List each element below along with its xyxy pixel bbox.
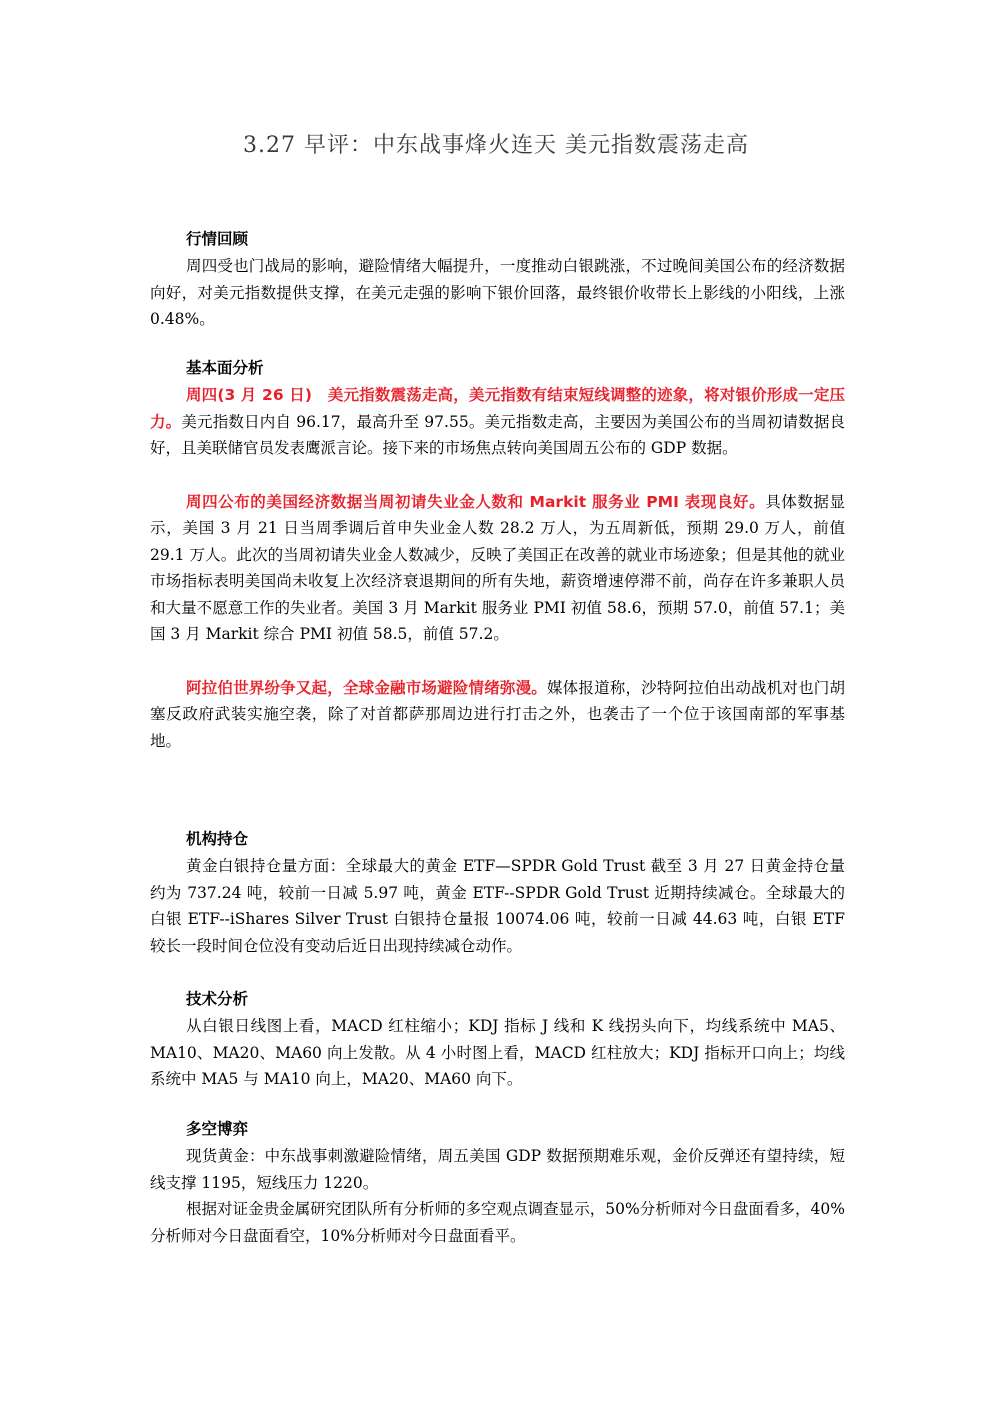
paragraph: 黄金白银持仓量方面：全球最大的黄金 ETF—SPDR Gold Trust 截至 3 月 27 日黄金持仓量约为 737.24 吨，较前一日减 5.97 吨，黄金 ETF--SPDR Gold Trust 近期持续减仓。全球最大的白银 ETF--iShares Silver Trust 白银持仓量报 10074.06 吨，较前一日减 44.63 吨，白银 ETF 较长一段时间仓位没有变动后近日出现持续减仓动作。 bbox=[150, 857, 845, 955]
section-long-short bbox=[150, 1115, 845, 1249]
paragraph-text: 具体数据显示，美国 3 月 21 日当周季调后首申失业金人数 28.2 万人，为五周新低，预期 29.0 万人，前值 29.1 万人。此次的当周初请失业金人数减少，反映了美国正在改善的就业市场迹象；但是其他的就业市场指标表明美国尚未收复上次经济衰退期间的所有失地，薪资增速停滞不前，尚存在许多兼职人员和大量不愿意工作的失业者。美国 3 月 Markit 服务业 PMI 初值 58.6，预期 57.0，前值 57.1；美国 3 月 Markit 综合 PMI 初值 58.5，前值 57.2。 bbox=[150, 492, 845, 643]
section-heading: 技术分析 bbox=[186, 990, 249, 1008]
paragraph-text: 美元指数日内自 96.17，最高升至 97.55。美元指数走高，主要因为美国公布的当周初请数据良好，且美联储官员发表鹰派言论。接下来的市场焦点转向美国周五公布的 GDP 数据。 bbox=[150, 412, 845, 457]
paragraph-text: 媒体报道称，沙特阿拉伯出动战机对也门胡塞反政府武装实施空袭，除了对首都萨那周边进行打击之外，也袭击了一个位于该国南部的军事基地。 bbox=[150, 678, 845, 750]
paragraph: 从白银日线图上看，MACD 红柱缩小；KDJ 指标 J 线和 K 线拐头向下，均线系统中 MA5、MA10、MA20、MA60 向上发散。从 4 小时图上看，MACD 红柱放大；KDJ 指标开口向上；均线系统中 MA5 与 MA10 向上，MA20、MA60 向下。 bbox=[150, 1017, 845, 1088]
paragraph: 现货黄金：中东战事刺激避险情绪，周五美国 GDP 数据预期难乐观，金价反弹还有望持续，短线支撑 1195，短线压力 1220。 bbox=[150, 1147, 845, 1192]
highlight-text: 周四公布的美国经济数据当周初请失业金人数和 Markit 服务业 PMI 表现良好。 bbox=[186, 492, 766, 511]
section-heading: 多空博弈 bbox=[186, 1120, 249, 1138]
paragraph: 周四受也门战局的影响，避险情绪大幅提升，一度推动白银跳涨，不过晚间美国公布的经济数据向好，对美元指数提供支撑，在美元走强的影响下银价回落，最终银价收带长上影线的小阳线，上涨 0.48%。 bbox=[150, 257, 845, 328]
page-title: 3.27 早评：中东战事烽火连天 美元指数震荡走高 bbox=[243, 133, 749, 158]
section-technical-analysis bbox=[150, 985, 845, 1093]
highlight-text: 阿拉伯世界纷争又起，全球金融市场避险情绪弥漫。 bbox=[186, 678, 547, 697]
paragraph bbox=[150, 489, 845, 648]
section-market-review bbox=[150, 225, 845, 333]
section-heading: 机构持仓 bbox=[186, 830, 249, 848]
section-institutional-holdings bbox=[150, 825, 845, 959]
highlight-text: 周四(3 月 26 日) 美元指数震荡走高，美元指数有结束短线调整的迹象，将对银价形成一定压力。 bbox=[150, 386, 845, 431]
section-fundamental-analysis bbox=[150, 354, 845, 754]
paragraph bbox=[150, 675, 845, 755]
section-heading: 基本面分析 bbox=[186, 359, 264, 377]
section-heading: 行情回顾 bbox=[186, 230, 249, 248]
paragraph bbox=[150, 382, 845, 462]
paragraph: 根据对证金贵金属研究团队所有分析师的多空观点调查显示，50%分析师对今日盘面看多，40%分析师对今日盘面看空，10%分析师对今日盘面看平。 bbox=[150, 1200, 845, 1245]
